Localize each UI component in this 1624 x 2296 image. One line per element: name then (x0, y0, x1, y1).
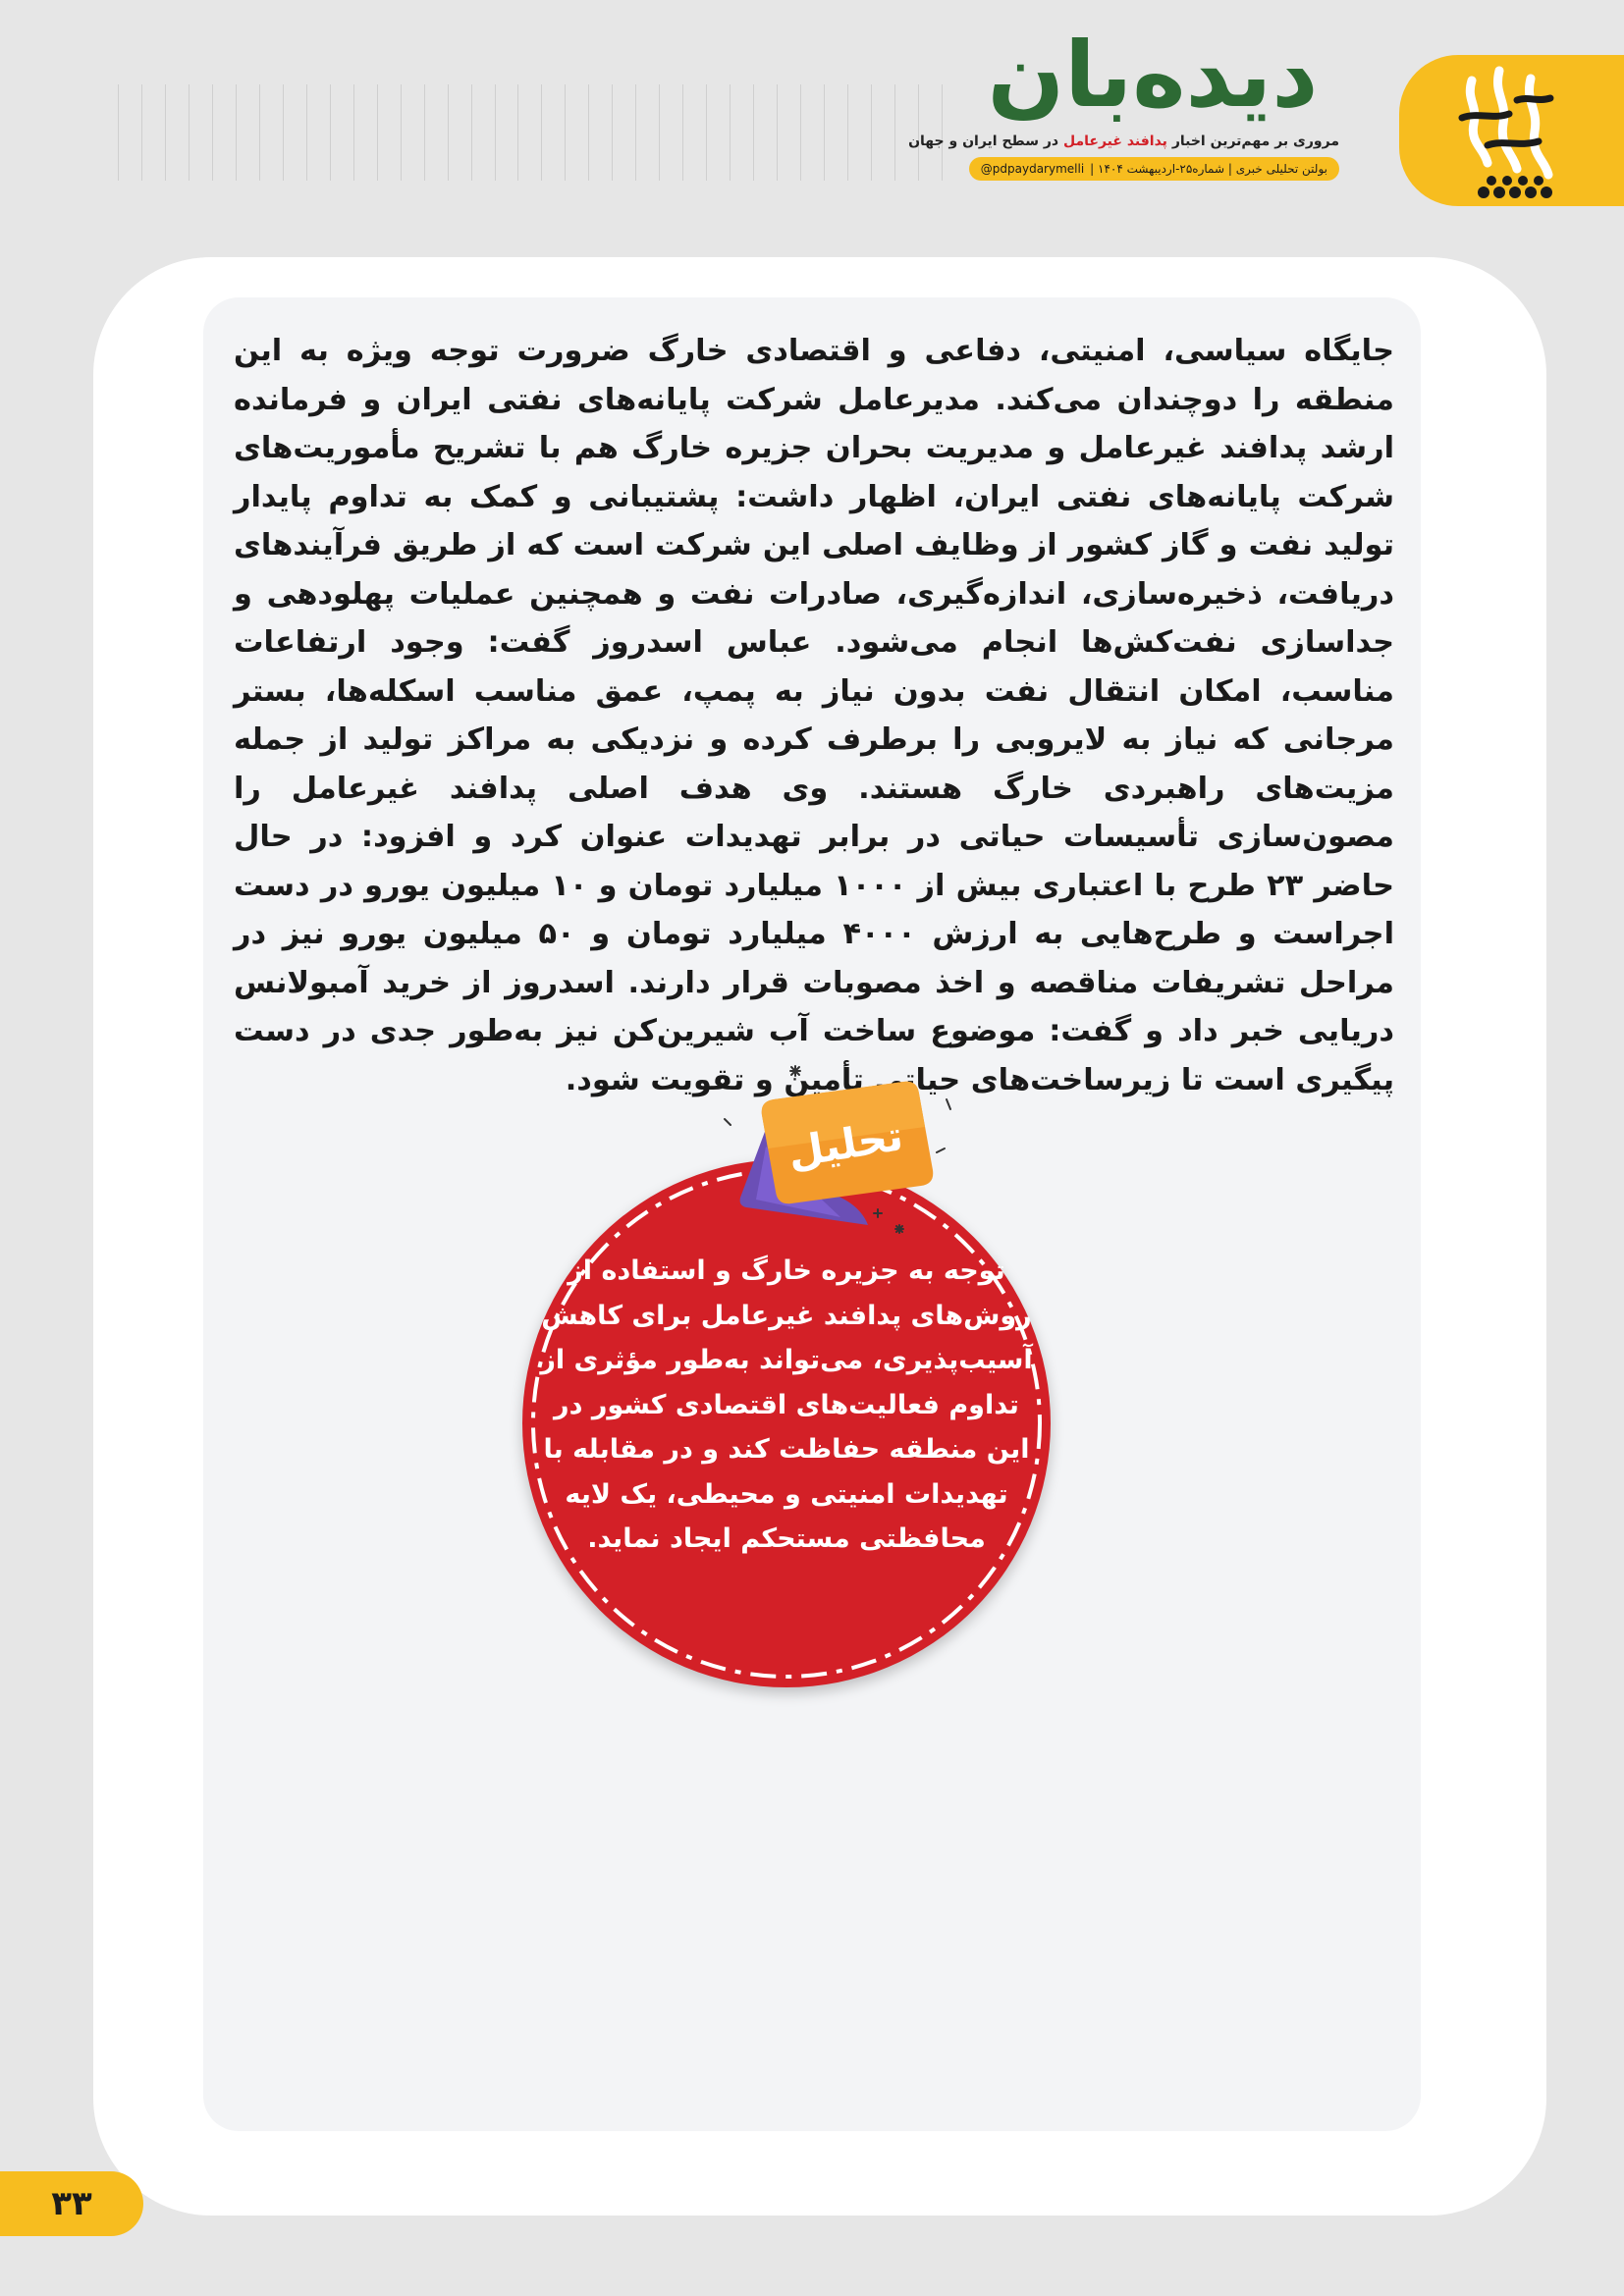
brand-subtitle-start: مروری بر مهم‌ترین اخبار (1171, 133, 1339, 149)
brand-subtitle (908, 133, 1339, 149)
bulletin-info: بولتن تحلیلی خبری | شماره۲۵-اردیبهشت ۱۴۰۴ | (1090, 162, 1327, 176)
social-handle: @pdpaydarymelli (980, 162, 1085, 176)
brand-title: دیده‌بان (987, 23, 1319, 128)
analysis-text: توجه به جزیره خارگ و استفاده از روش‌های پدافند غیرعامل برای کاهش آسیب‌پذیری، می‌تواند به‌طور مؤثری از تداوم فعالیت‌های اقتصادی کشور در این منطقه حفاظت کند و در مقابله با تهدیدات امنیتی و محیطی، یک لایه محافظتی مستحکم ایجاد نماید. (540, 1255, 1033, 1554)
analysis-tag (711, 1052, 966, 1249)
brand-subtitle-highlight: پدافند غیرعامل (1062, 133, 1167, 149)
paydari-logo-icon (1448, 61, 1586, 206)
analysis-tag-label: تحلیل (784, 1111, 906, 1177)
bulletin-meta (969, 157, 1339, 181)
brand-block (908, 22, 1339, 181)
page-number: ۳۳ (0, 2171, 143, 2236)
header-stripes (118, 84, 943, 181)
brand-subtitle-end: در سطح ایران و جهان (908, 133, 1059, 149)
article-body: جایگاه سیاسی، امنیتی، دفاعی و اقتصادی خارگ ضرورت توجه ویژه به این منطقه را دوچندان می‌کند. مدیرعامل شرکت پایانه‌های نفتی ایران و فرمانده ارشد پدافند غیرعامل و مدیریت بحران جزیره خارگ هم با تشریح مأموریت‌های شرکت پایانه‌های نفتی ایران، اظهار داشت: پشتیبانی و کمک به تداوم پایدار تولید نفت و گاز کشور از وظایف اصلی این شرکت است که از طریق فرآیندهای دریافت، ذخیره‌سازی، اندازه‌گیری، صادرات نفت و همچنین عملیات پهلودهی و جداسازی نفت‌کش‌ها انجام می‌شود. عباس اسدروز گفت: وجود ارتفاعات مناسب، امکان انتقال نفت بدون نیاز به پمپ، عمق مناسب اسکله‌ها، بستر مرجانی که نیاز به لایروبی را برطرف کرده و نزدیکی به مراکز تولید از جمله مزیت‌های راهبردی خارگ هستند. وی هدف اصلی پدافند غیرعامل را مصون‌سازی تأسیسات حیاتی در برابر تهدیدات عنوان کرد و افزود: در حال حاضر ۲۳ طرح با اعتباری بیش از ۱۰۰۰ میلیارد تومان و ۱۰ میلیون یورو در دست اجراست و طرح‌هایی به ارزش ۴۰۰۰ میلیارد تومان و ۵۰ میلیون یورو نیز در مراحل تشریفات مناقصه و اخذ مصوبات قرار دارند. اسدروز از خرید آمبولانس دریایی خبر داد و گفت: موضوع ساخت آب شیرین‌کن نیز به‌طور جدی در دست پیگیری است تا زیرساخت‌های حیاتی تأمین و تقویت شود. (234, 334, 1394, 1097)
logo-badge (1399, 55, 1624, 206)
